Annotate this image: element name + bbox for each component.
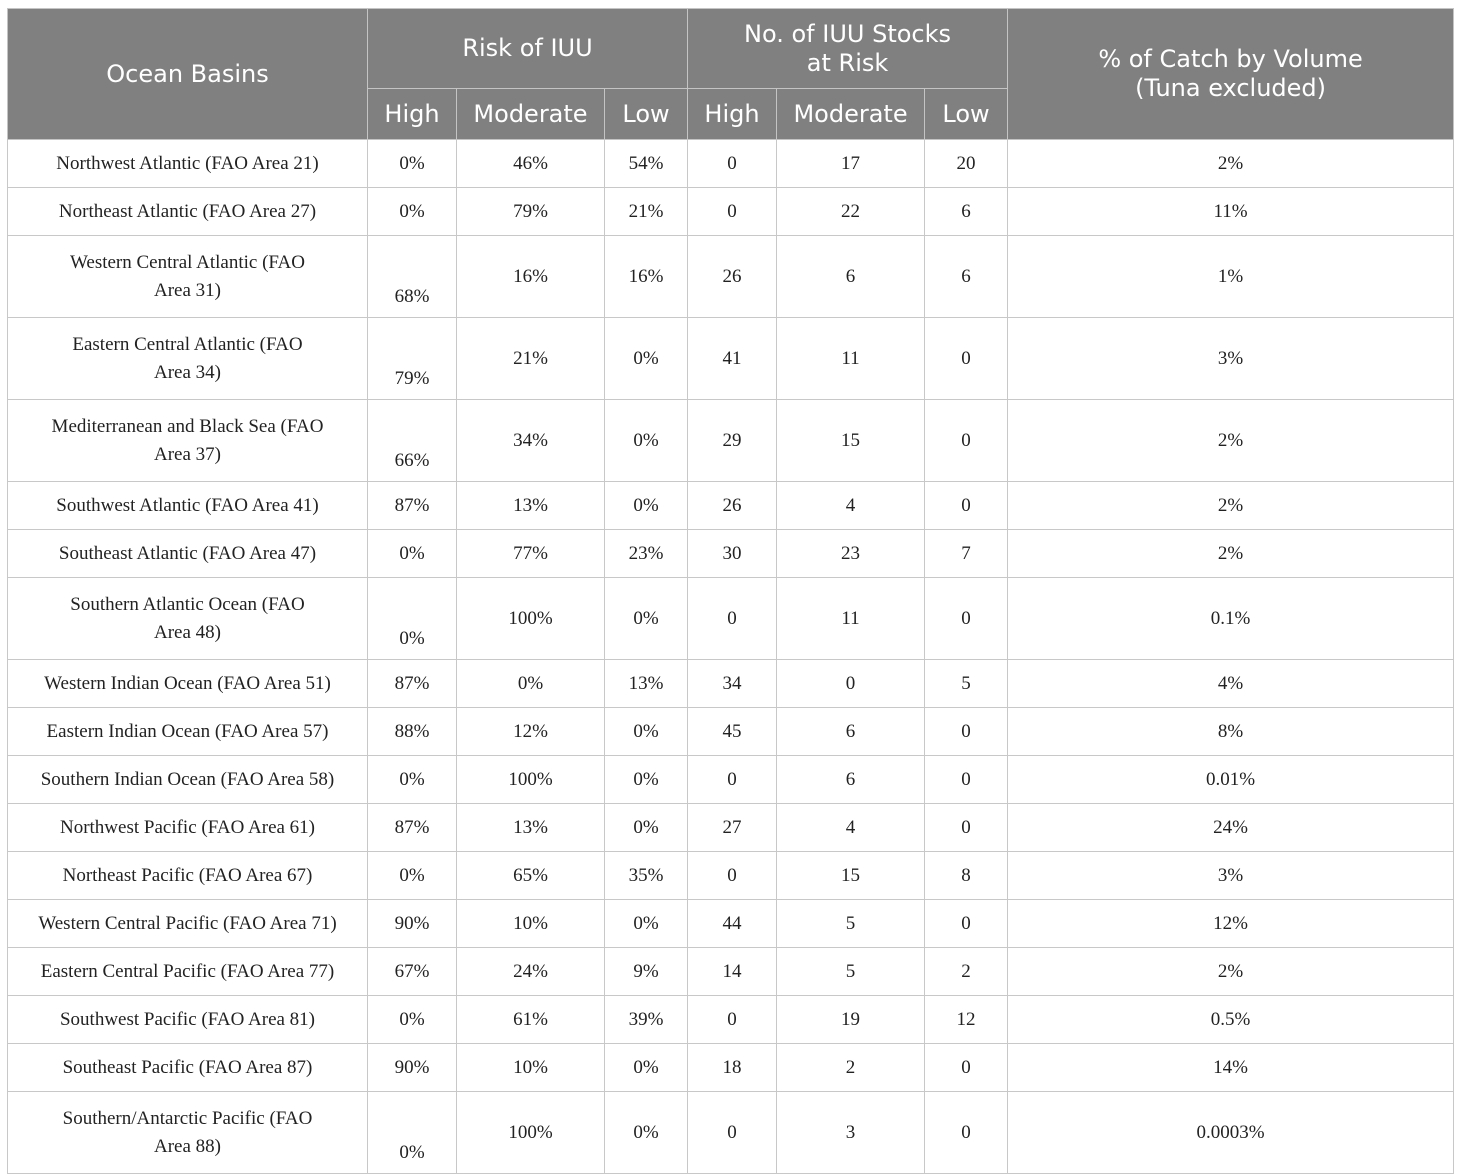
cell-catch: 0.0003%: [1008, 1092, 1454, 1174]
cell-stocks-high: 0: [688, 852, 777, 900]
table-row: [8, 1044, 1454, 1092]
cell-catch: 3%: [1008, 852, 1454, 900]
cell-risk-low: 0%: [605, 1092, 688, 1174]
basin-name-line1: Western Indian Ocean (FAO Area 51): [44, 672, 331, 694]
header-risk-low: Low: [605, 89, 688, 140]
basin-name-line1: Southern/Antarctic Pacific (FAO: [62, 1107, 313, 1129]
cell-catch: 0.1%: [1008, 578, 1454, 660]
cell-stocks-moderate: 22: [777, 188, 925, 236]
cell-stocks-high: 30: [688, 530, 777, 578]
cell-risk-high: 0%: [368, 756, 457, 804]
table-row: [8, 530, 1454, 578]
cell-stocks-low: 0: [925, 578, 1008, 660]
cell-ocean-basin: [8, 852, 368, 900]
basin-name-line1: Eastern Central Pacific (FAO Area 77): [40, 960, 335, 982]
cell-risk-low: 0%: [605, 400, 688, 482]
header-ocean-basins: Ocean Basins: [8, 9, 368, 140]
cell-stocks-low: 6: [925, 188, 1008, 236]
header-stocks-line2: at Risk: [806, 48, 889, 77]
table-row: [8, 948, 1454, 996]
cell-risk-high: 87%: [368, 804, 457, 852]
cell-stocks-low: 20: [925, 140, 1008, 188]
cell-stocks-high: 0: [688, 578, 777, 660]
cell-stocks-low: 7: [925, 530, 1008, 578]
basin-name-line1: Northwest Atlantic (FAO Area 21): [56, 152, 319, 174]
cell-risk-low: 0%: [605, 804, 688, 852]
cell-ocean-basin: [8, 1092, 368, 1174]
cell-stocks-low: 0: [925, 1092, 1008, 1174]
cell-risk-low: 0%: [605, 578, 688, 660]
cell-stocks-moderate: 0: [777, 660, 925, 708]
cell-stocks-low: 0: [925, 318, 1008, 400]
iuu-risk-table: [7, 8, 1454, 1174]
cell-ocean-basin: [8, 482, 368, 530]
cell-risk-moderate: 21%: [457, 318, 605, 400]
cell-catch: 24%: [1008, 804, 1454, 852]
cell-stocks-moderate: 6: [777, 756, 925, 804]
cell-risk-moderate: 12%: [457, 708, 605, 756]
header-catch-line1: % of Catch by Volume: [1098, 45, 1363, 73]
cell-stocks-high: 26: [688, 482, 777, 530]
cell-risk-moderate: 61%: [457, 996, 605, 1044]
header-catch-volume: [1008, 9, 1454, 140]
cell-risk-moderate: 13%: [457, 482, 605, 530]
cell-catch: 0.01%: [1008, 756, 1454, 804]
cell-risk-low: 0%: [605, 756, 688, 804]
table-row: [8, 188, 1454, 236]
cell-stocks-low: 0: [925, 804, 1008, 852]
cell-catch: 4%: [1008, 660, 1454, 708]
basin-name-line1: Western Central Pacific (FAO Area 71): [38, 912, 337, 934]
header-stocks-high: High: [688, 89, 777, 140]
cell-risk-moderate: 79%: [457, 188, 605, 236]
cell-stocks-high: 29: [688, 400, 777, 482]
header-catch-line2: (Tuna excluded): [1135, 74, 1326, 102]
cell-stocks-high: 0: [688, 996, 777, 1044]
cell-risk-moderate: 46%: [457, 140, 605, 188]
cell-ocean-basin: [8, 804, 368, 852]
cell-risk-high: 0%: [368, 852, 457, 900]
cell-stocks-low: 0: [925, 1044, 1008, 1092]
cell-risk-moderate: 0%: [457, 660, 605, 708]
cell-stocks-moderate: 6: [777, 236, 925, 318]
cell-risk-low: 0%: [605, 318, 688, 400]
cell-catch: 2%: [1008, 482, 1454, 530]
cell-catch: 0.5%: [1008, 996, 1454, 1044]
basin-name-line2: Area 34): [154, 361, 221, 383]
cell-stocks-low: 5: [925, 660, 1008, 708]
cell-risk-low: 0%: [605, 900, 688, 948]
cell-risk-moderate: 100%: [457, 1092, 605, 1174]
cell-catch: 2%: [1008, 530, 1454, 578]
header-risk-moderate: Moderate: [457, 89, 605, 140]
cell-risk-high: 90%: [368, 900, 457, 948]
basin-name-line1: Southeast Atlantic (FAO Area 47): [58, 542, 317, 564]
cell-catch: 1%: [1008, 236, 1454, 318]
cell-stocks-low: 0: [925, 708, 1008, 756]
table-container: [7, 8, 1453, 1174]
basin-name-line1: Northeast Atlantic (FAO Area 27): [58, 200, 317, 222]
cell-ocean-basin: [8, 318, 368, 400]
basin-name-line2: Area 37): [154, 443, 221, 465]
cell-risk-high: 90%: [368, 1044, 457, 1092]
cell-stocks-low: 0: [925, 900, 1008, 948]
cell-stocks-high: 41: [688, 318, 777, 400]
cell-risk-moderate: 24%: [457, 948, 605, 996]
cell-ocean-basin: [8, 188, 368, 236]
header-stocks-low: Low: [925, 89, 1008, 140]
cell-risk-high: 0%: [368, 1092, 457, 1174]
table-body: [8, 140, 1454, 1174]
cell-stocks-high: 18: [688, 1044, 777, 1092]
cell-stocks-low: 0: [925, 400, 1008, 482]
cell-risk-high: 0%: [368, 578, 457, 660]
cell-stocks-moderate: 4: [777, 804, 925, 852]
table-header: [8, 9, 1454, 140]
table-row: [8, 996, 1454, 1044]
header-risk-high: High: [368, 89, 457, 140]
cell-ocean-basin: [8, 400, 368, 482]
cell-stocks-moderate: 11: [777, 578, 925, 660]
table-row: [8, 804, 1454, 852]
cell-stocks-high: 14: [688, 948, 777, 996]
cell-catch: 2%: [1008, 948, 1454, 996]
cell-risk-moderate: 100%: [457, 578, 605, 660]
table-row: [8, 318, 1454, 400]
basin-name-line1: Eastern Indian Ocean (FAO Area 57): [46, 720, 329, 742]
table-row: [8, 236, 1454, 318]
basin-name-line1: Southwest Atlantic (FAO Area 41): [56, 494, 319, 516]
table-row: [8, 852, 1454, 900]
cell-ocean-basin: [8, 948, 368, 996]
cell-catch: 3%: [1008, 318, 1454, 400]
table-row: [8, 482, 1454, 530]
cell-stocks-low: 0: [925, 482, 1008, 530]
cell-stocks-high: 27: [688, 804, 777, 852]
cell-catch: 11%: [1008, 188, 1454, 236]
header-stocks-moderate: Moderate: [777, 89, 925, 140]
cell-risk-low: 16%: [605, 236, 688, 318]
basin-name-line1: Southwest Pacific (FAO Area 81): [59, 1008, 316, 1030]
cell-risk-high: 0%: [368, 530, 457, 578]
cell-stocks-moderate: 15: [777, 852, 925, 900]
cell-stocks-moderate: 2: [777, 1044, 925, 1092]
cell-stocks-low: 0: [925, 756, 1008, 804]
cell-ocean-basin: [8, 996, 368, 1044]
cell-stocks-low: 6: [925, 236, 1008, 318]
header-risk-of-iuu: Risk of IUU: [368, 9, 688, 89]
cell-risk-high: 88%: [368, 708, 457, 756]
basin-name-line1: Northeast Pacific (FAO Area 67): [62, 864, 313, 886]
cell-risk-high: 0%: [368, 996, 457, 1044]
cell-risk-high: 0%: [368, 140, 457, 188]
cell-stocks-low: 2: [925, 948, 1008, 996]
table-row: [8, 900, 1454, 948]
cell-risk-low: 0%: [605, 482, 688, 530]
table-row: [8, 578, 1454, 660]
basin-name-line1: Northwest Pacific (FAO Area 61): [59, 816, 316, 838]
basin-name-line2: Area 88): [154, 1135, 221, 1157]
cell-catch: 8%: [1008, 708, 1454, 756]
cell-ocean-basin: [8, 756, 368, 804]
basin-name-line1: Eastern Central Atlantic (FAO: [72, 333, 303, 355]
cell-ocean-basin: [8, 140, 368, 188]
cell-risk-low: 13%: [605, 660, 688, 708]
cell-risk-low: 54%: [605, 140, 688, 188]
cell-risk-moderate: 65%: [457, 852, 605, 900]
basin-name-line1: Southeast Pacific (FAO Area 87): [62, 1056, 313, 1078]
cell-ocean-basin: [8, 1044, 368, 1092]
table-row: [8, 660, 1454, 708]
cell-risk-moderate: 77%: [457, 530, 605, 578]
cell-risk-moderate: 100%: [457, 756, 605, 804]
header-stocks-line1: No. of IUU Stocks: [744, 19, 952, 48]
cell-ocean-basin: [8, 900, 368, 948]
cell-risk-high: 68%: [368, 236, 457, 318]
cell-risk-low: 21%: [605, 188, 688, 236]
table-row: [8, 140, 1454, 188]
cell-risk-moderate: 34%: [457, 400, 605, 482]
cell-risk-high: 66%: [368, 400, 457, 482]
basin-name-line1: Southern Atlantic Ocean (FAO: [70, 593, 305, 615]
cell-stocks-high: 0: [688, 1092, 777, 1174]
cell-risk-low: 39%: [605, 996, 688, 1044]
cell-ocean-basin: [8, 660, 368, 708]
cell-stocks-moderate: 3: [777, 1092, 925, 1174]
basin-name-line1: Mediterranean and Black Sea (FAO: [51, 415, 324, 437]
cell-stocks-moderate: 5: [777, 948, 925, 996]
cell-risk-high: 87%: [368, 482, 457, 530]
basin-name-line2: Area 31): [154, 279, 221, 301]
cell-stocks-moderate: 23: [777, 530, 925, 578]
cell-risk-low: 35%: [605, 852, 688, 900]
table-row: [8, 756, 1454, 804]
cell-ocean-basin: [8, 578, 368, 660]
cell-catch: 14%: [1008, 1044, 1454, 1092]
cell-stocks-moderate: 11: [777, 318, 925, 400]
cell-risk-moderate: 10%: [457, 900, 605, 948]
header-stocks-at-risk: [688, 9, 1008, 89]
cell-catch: 2%: [1008, 400, 1454, 482]
cell-risk-low: 23%: [605, 530, 688, 578]
cell-stocks-moderate: 4: [777, 482, 925, 530]
cell-stocks-moderate: 19: [777, 996, 925, 1044]
cell-stocks-moderate: 6: [777, 708, 925, 756]
basin-name-line2: Area 48): [154, 621, 221, 643]
cell-stocks-low: 12: [925, 996, 1008, 1044]
cell-risk-high: 0%: [368, 188, 457, 236]
cell-stocks-low: 8: [925, 852, 1008, 900]
table-row: [8, 708, 1454, 756]
cell-risk-high: 87%: [368, 660, 457, 708]
cell-stocks-high: 44: [688, 900, 777, 948]
cell-stocks-high: 0: [688, 140, 777, 188]
cell-risk-high: 67%: [368, 948, 457, 996]
cell-stocks-high: 34: [688, 660, 777, 708]
cell-catch: 12%: [1008, 900, 1454, 948]
cell-stocks-high: 0: [688, 188, 777, 236]
cell-stocks-moderate: 5: [777, 900, 925, 948]
cell-risk-low: 9%: [605, 948, 688, 996]
header-row-top: [8, 9, 1454, 89]
cell-risk-moderate: 13%: [457, 804, 605, 852]
cell-stocks-moderate: 17: [777, 140, 925, 188]
cell-ocean-basin: [8, 530, 368, 578]
cell-stocks-moderate: 15: [777, 400, 925, 482]
cell-stocks-high: 0: [688, 756, 777, 804]
cell-risk-moderate: 10%: [457, 1044, 605, 1092]
cell-risk-low: 0%: [605, 708, 688, 756]
cell-ocean-basin: [8, 236, 368, 318]
table-row: [8, 1092, 1454, 1174]
cell-ocean-basin: [8, 708, 368, 756]
cell-risk-low: 0%: [605, 1044, 688, 1092]
cell-stocks-high: 26: [688, 236, 777, 318]
cell-catch: 2%: [1008, 140, 1454, 188]
cell-risk-high: 79%: [368, 318, 457, 400]
table-row: [8, 400, 1454, 482]
basin-name-line1: Southern Indian Ocean (FAO Area 58): [40, 768, 335, 790]
basin-name-line1: Western Central Atlantic (FAO: [69, 251, 306, 273]
cell-risk-moderate: 16%: [457, 236, 605, 318]
cell-stocks-high: 45: [688, 708, 777, 756]
